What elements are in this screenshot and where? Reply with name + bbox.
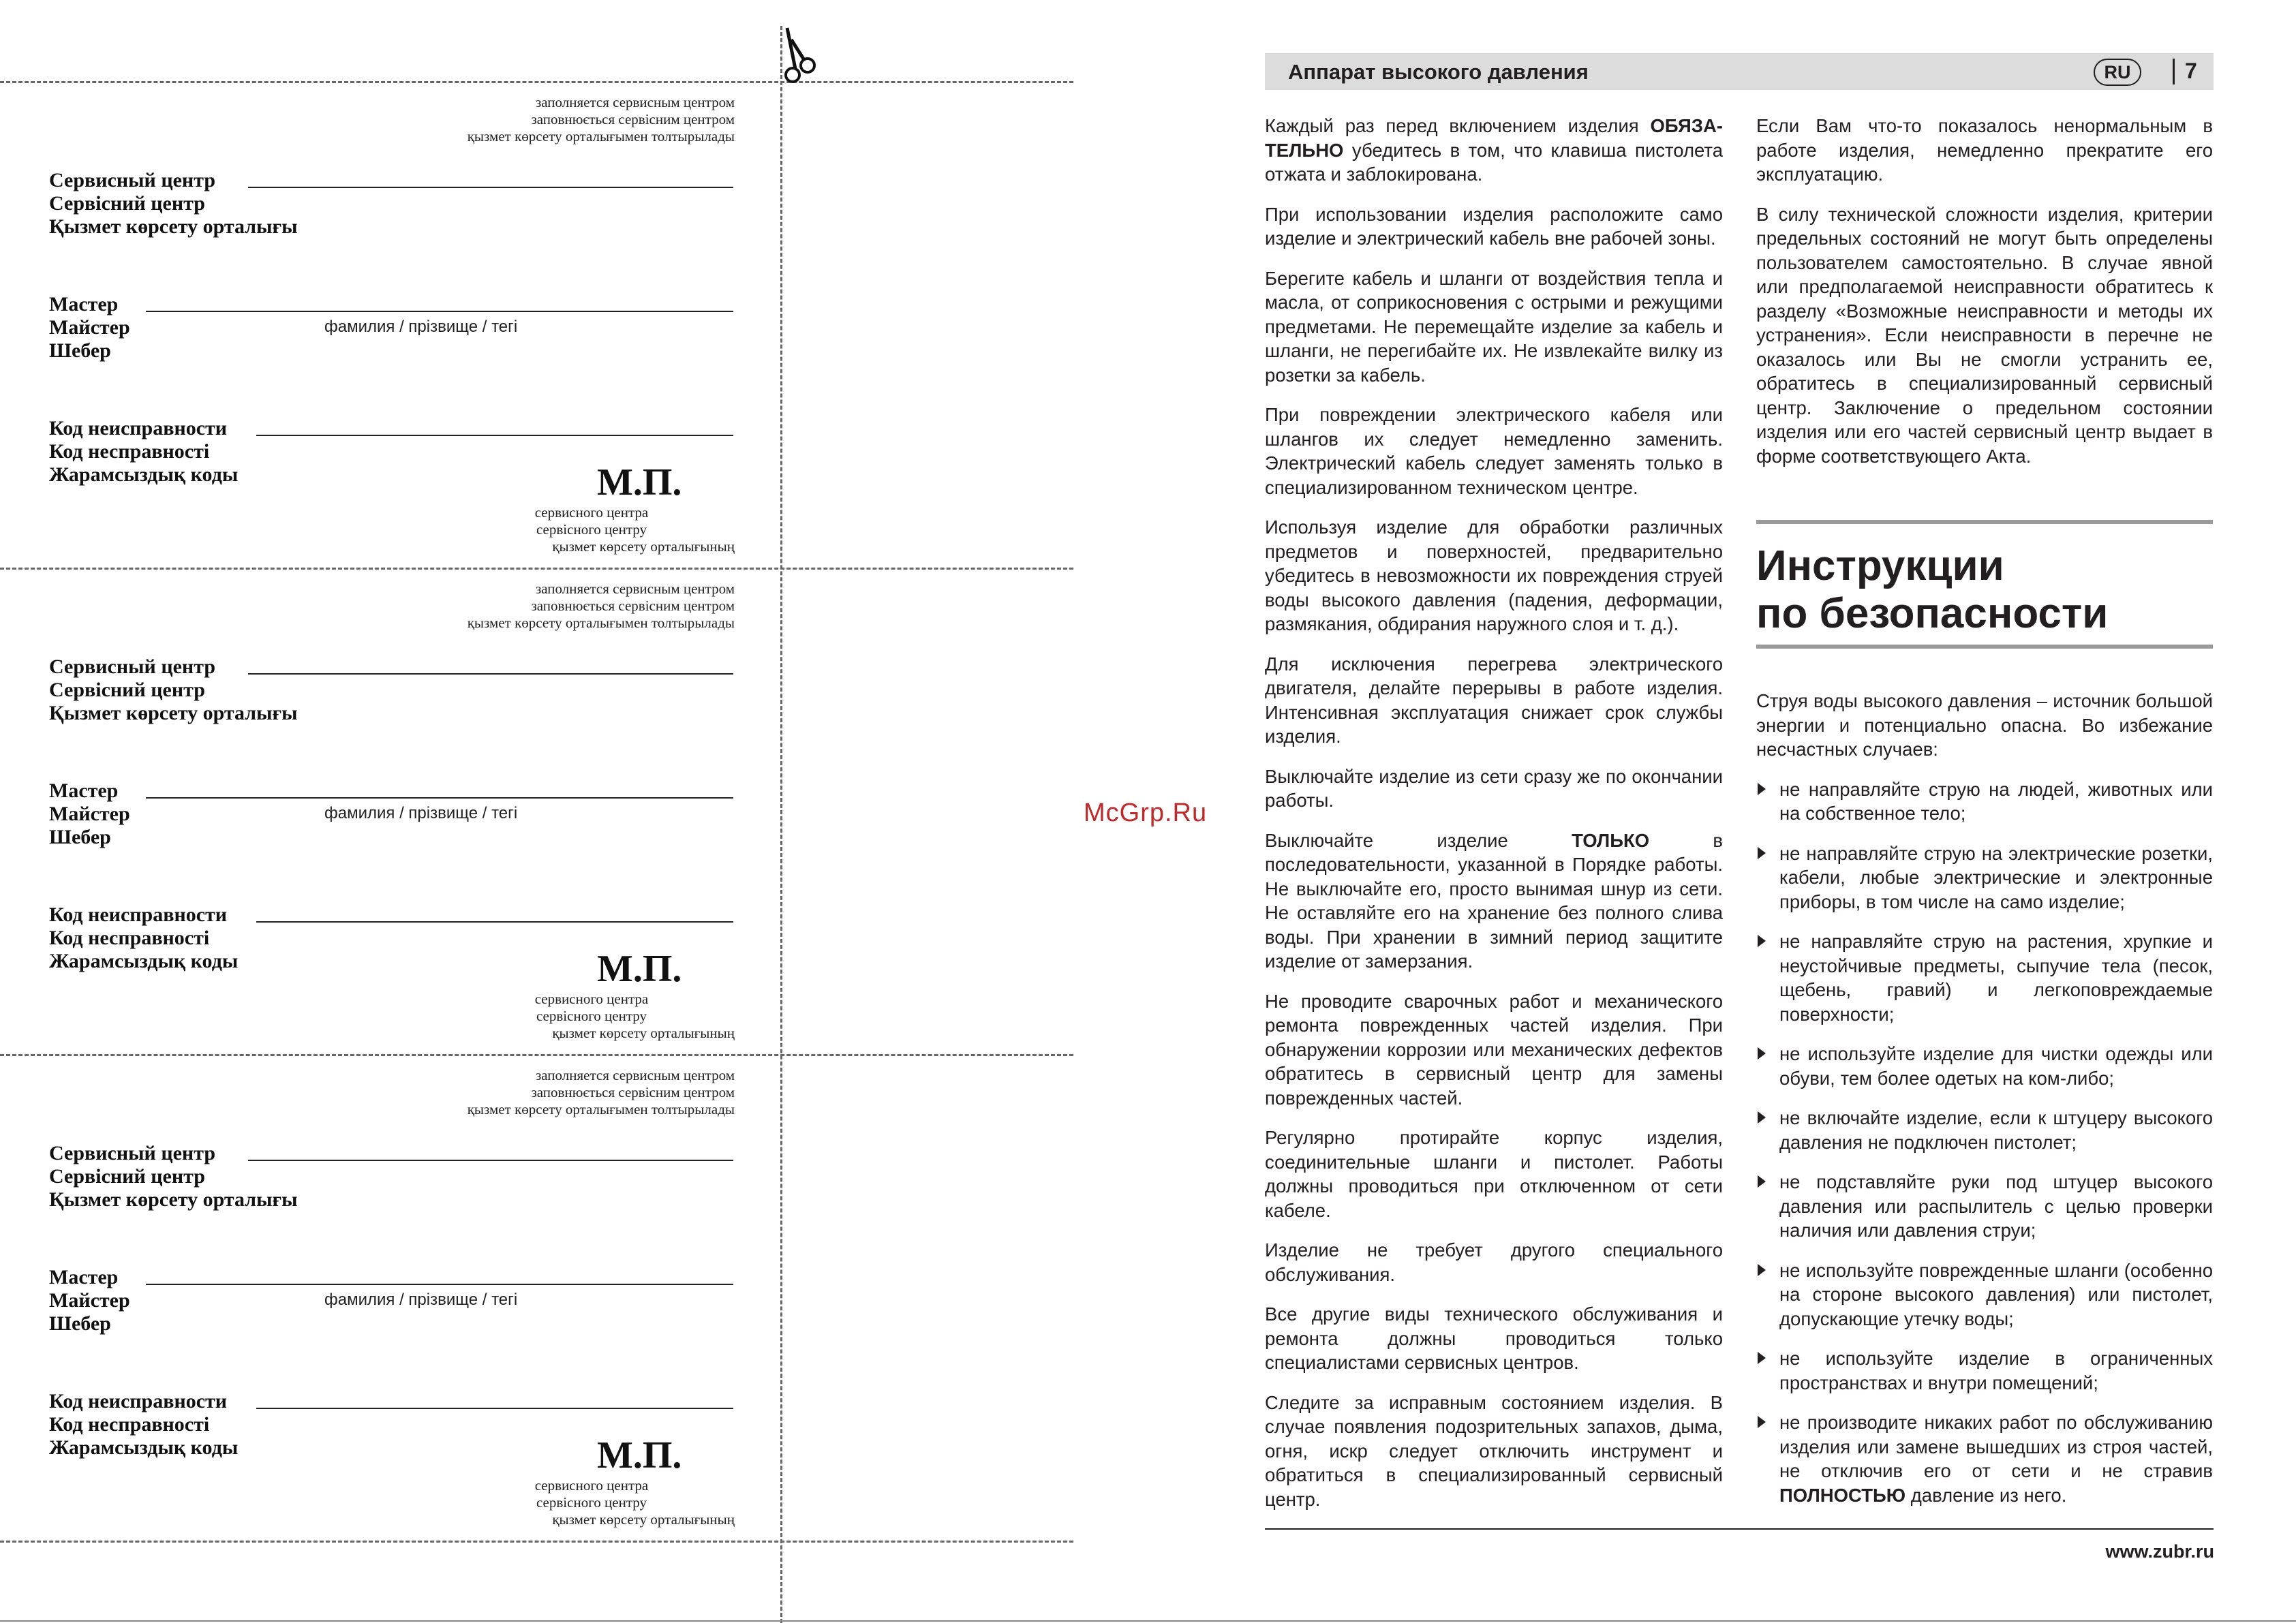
section-rule-bottom (1756, 645, 2213, 649)
service-coupon-3 (0, 1067, 743, 1544)
fill-note: заполняется сервисным центром заповнюється сервісним центром қызмет көрсету орталығымен толтырылады (467, 581, 735, 631)
surname-hint: фамилия / прізвище / тегі (324, 318, 518, 336)
master-label: Мастер Майстер Шебер (49, 1266, 130, 1335)
bullet-item: не используйте поврежденные шланги (особенно на стороне высокого давления) или пистолет, допускающие утечку воды; (1756, 1258, 2213, 1331)
safety-instructions (1756, 689, 2213, 1523)
bullet-item: не направляйте струю на электрические розетки, кабели, любые электрические и электронные приборы, в том числе на само изделие; (1756, 841, 2213, 914)
paragraph: Выключайте изделие ТОЛЬКО в последовательности, указанной в Порядке работы. Не выключайте его, просто вынимая шнур из сети. Не оставляйте его на хранение без полного слива воды. При хранении в зимний период защитите изделие от замерзания. (1265, 829, 1723, 972)
header-divider (2173, 59, 2175, 84)
stamp-note: сервисного центра сервісного центру қызмет көрсету орталығының (534, 991, 735, 1041)
service-coupon-1 (0, 94, 743, 571)
service-center-field[interactable] (248, 187, 733, 188)
text-column-left (1265, 114, 1723, 1527)
master-field[interactable] (146, 1284, 733, 1285)
paragraph: Если Вам что-то показалось ненормальным в работе изделия, немедленно прекратите его эксплуатацию. (1756, 115, 2213, 185)
page-edge (0, 1620, 2296, 1622)
language-badge: RU (2094, 59, 2141, 86)
fault-code-label: Код неисправности Код несправності Жарамсыздық коды (49, 1390, 239, 1459)
paragraph: Изделие не требует другого специального обслуживания. (1265, 1239, 1723, 1285)
text-column-right (1756, 114, 2213, 484)
paragraph: Следите за исправным состоянием изделия. В случае появления подозрительных запахов, дыма, огня, искр следует отключить инструмент и обратиться в специализированный сервисный центр. (1265, 1391, 1723, 1510)
surname-hint: фамилия / прізвище / тегі (324, 1290, 518, 1309)
bullet-item: не используйте изделие в ограниченных пространствах и внутри помещений; (1756, 1346, 2213, 1395)
cut-line-1 (0, 81, 1073, 83)
stamp-place: М.П. (597, 461, 682, 504)
fill-note: заполняется сервисным центром заповнюється сервісним центром қызмет көрсету орталығымен толтырылады (467, 1067, 735, 1117)
fault-code-label: Код неисправности Код несправності Жарамсыздық коды (49, 417, 239, 486)
master-field[interactable] (146, 311, 733, 312)
bullet-item: не подставляйте руки под штуцер высокого давления или распылитель с целью проверки наличия или давления струи; (1756, 1170, 2213, 1243)
service-center-label: Сервисный центр Сервісний центр Қызмет көрсету орталығы (49, 1142, 298, 1211)
fault-code-field[interactable] (256, 1408, 733, 1409)
master-field[interactable] (146, 797, 733, 799)
footer-rule (1265, 1528, 2214, 1530)
paragraph: Не проводите сварочных работ и механического ремонта поврежденных частей изделия. При обнаружении коррозии или механических дефектов обратитесь в сервисный центр для замены поврежденных частей. (1265, 990, 1723, 1109)
service-coupon-2 (0, 581, 743, 1057)
bullet-item: не направляйте струю на людей, животных или на собственное тело; (1756, 777, 2213, 826)
section-intro: Струя воды высокого давления – источник большой энергии и потенциально опасна. Во избежание несчастных случаев: (1756, 690, 2213, 760)
page-header (1265, 53, 2214, 90)
paragraph: Каждый раз перед включением изделия ОБЯЗА-ТЕЛЬНО убедитесь в том, что клавиша пистолета отжата и заблокирована. (1265, 115, 1723, 185)
stamp-note: сервисного центра сервісного центру қызмет көрсету орталығының (534, 504, 735, 555)
service-center-label: Сервисный центр Сервісний центр Қызмет көрсету орталығы (49, 169, 298, 238)
paragraph: Для исключения перегрева электрического двигателя, делайте перерывы в работе изделия. Интенсивная эксплуатация снижает срок службы изделия. (1265, 653, 1723, 747)
fault-code-field[interactable] (256, 921, 733, 923)
service-center-field[interactable] (248, 1160, 733, 1161)
fill-note: заполняется сервисным центром заповнюється сервісним центром қызмет көрсету орталығымен толтырылады (467, 94, 735, 144)
fault-code-label: Код неисправности Код несправності Жарамсыздық коды (49, 903, 239, 972)
bullet-item: не производите никаких работ по обслуживанию изделия или замене вышедших из строя частей, не отключив его от сети и не стравив ПОЛНОСТЬЮ давление из него. (1756, 1410, 2213, 1507)
stamp-note: сервисного центра сервісного центру қызмет көрсету орталығының (534, 1477, 735, 1528)
paragraph: В силу технической сложности изделия, критерии предельных состояний не могут быть определены пользователем самостоятельно. В случае явной или предполагаемой неисправности обратитесь к разделу «Возможные неисправности и методы их устранения». Если неисправности в перечне не оказалось или Вы не смогли устранить ее, обратитесь в специализированный сервисный центр. Заключение о предельном состоянии изделия или его частей сервисный центр выдает в форме соответствующего Акта. (1756, 203, 2213, 467)
section-title: Инструкции по безопасности (1756, 542, 2109, 637)
service-center-field[interactable] (248, 673, 733, 675)
paragraph: Берегите кабель и шланги от воздействия тепла и масла, от соприкосновения с острыми и режущими предметами. Не перемещайте изделие за кабель и шланги, не перегибайте их. Не извлекайте вилку из розетки за кабель. (1265, 267, 1723, 386)
surname-hint: фамилия / прізвище / тегі (324, 804, 518, 822)
fault-code-field[interactable] (256, 435, 733, 436)
bullet-item: не направляйте струю на растения, хрупкие и неустойчивые предметы, сыпучие тела (песок, щебень, гравий) и легкоповреждаемые поверхности; (1756, 929, 2213, 1026)
section-rule-top (1756, 520, 2213, 524)
paragraph: Выключайте изделие из сети сразу же по окончании работы. (1265, 765, 1723, 811)
footer-url[interactable]: www.zubr.ru (2105, 1541, 2214, 1562)
bullet-item: не используйте изделие для чистки одежды или обуви, тем более одетых на ком-либо; (1756, 1042, 2213, 1090)
scissors-icon (780, 25, 821, 86)
paragraph: Все другие виды технического обслуживания и ремонта должны проводиться только специалистами сервисных центров. (1265, 1303, 1723, 1373)
cut-line-vertical (780, 26, 782, 1623)
paragraph: Используя изделие для обработки различных предметов и поверхностей, предварительно убедитесь в невозможности их повреждения струей воды высокого давления (падения, деформации, размякания, обдирания наружного слоя и т. д.). (1265, 516, 1723, 634)
paragraph: Регулярно протирайте корпус изделия, соединительные шланги и пистолет. Работы должны проводиться при отключенном от сети кабеле. (1265, 1127, 1723, 1221)
paragraph: При использовании изделия расположите само изделие и электрический кабель вне рабочей зоны. (1265, 203, 1723, 249)
paragraph: При повреждении электрического кабеля или шлангов их следует немедленно заменить. Электрический кабель следует заменять только в специализированном техническом центре. (1265, 404, 1723, 498)
master-label: Мастер Майстер Шебер (49, 779, 130, 848)
watermark[interactable]: McGrp.Ru (1084, 799, 1208, 827)
page-title: Аппарат высокого давления (1288, 60, 1589, 84)
page-number: 7 (2185, 59, 2197, 83)
master-label: Мастер Майстер Шебер (49, 293, 130, 362)
stamp-place: М.П. (597, 948, 682, 990)
stamp-place: М.П. (597, 1434, 682, 1477)
bullet-item: не включайте изделие, если к штуцеру высокого давления не подключен пистолет; (1756, 1106, 2213, 1154)
service-center-label: Сервисный центр Сервісний центр Қызмет көрсету орталығы (49, 655, 298, 724)
